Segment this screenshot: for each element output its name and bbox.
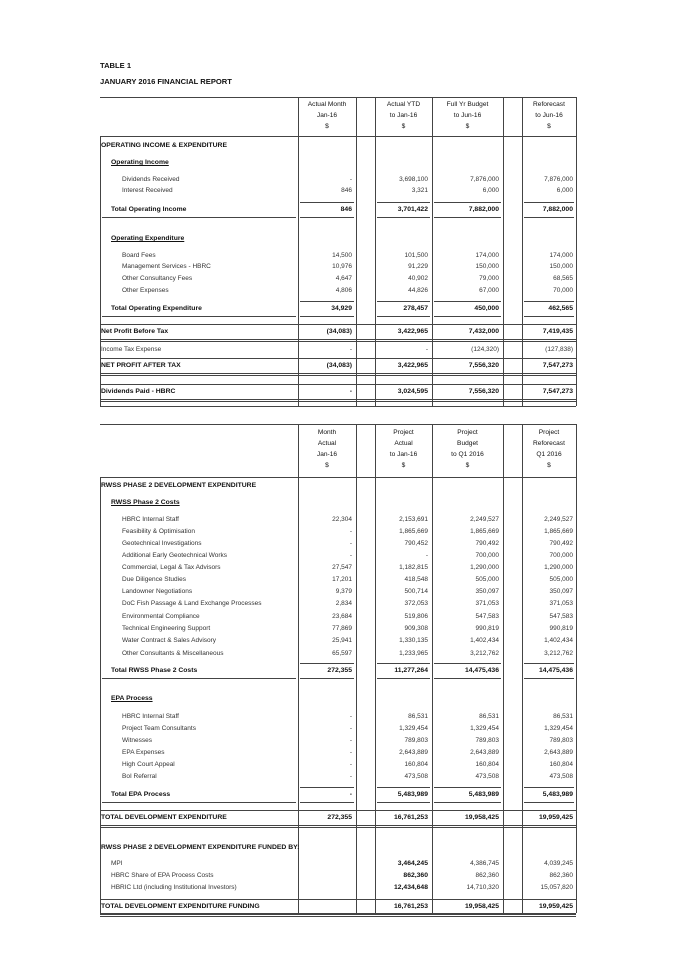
value-cell-col2: 150,000 <box>475 263 499 270</box>
value-cell-col0: 14,500 <box>332 252 352 259</box>
value-cell-col3: 371,053 <box>549 600 573 607</box>
column-rule <box>356 424 357 913</box>
line-item-label: DoC Fish Passage & Land Exchange Processes <box>122 600 262 607</box>
header-table2-col1-line0: Project <box>393 429 414 436</box>
subtotal-rule <box>102 678 296 679</box>
value-cell-col1: 40,902 <box>408 275 428 282</box>
header-table1-col0-line2: $ <box>325 123 329 130</box>
subtotal-rule <box>300 301 354 302</box>
table-label: TABLE 1 <box>100 61 132 70</box>
value-cell-col3: 7,419,435 <box>542 328 573 335</box>
value-cell-col2: 6,000 <box>482 187 499 194</box>
column-rule <box>503 424 504 913</box>
value-cell-col2: 450,000 <box>474 305 499 312</box>
header-table1-col2-line1: to Jun-16 <box>453 112 482 119</box>
value-cell-col3: 1,329,454 <box>544 725 573 732</box>
value-cell-col2: 7,556,320 <box>468 362 499 369</box>
value-cell-col1: 2,153,691 <box>399 516 428 523</box>
value-cell-col3: 505,000 <box>549 576 573 583</box>
value-cell-col3: 68,565 <box>553 275 573 282</box>
header-table2-col2-line2: to Q1 2016 <box>451 451 484 458</box>
value-cell-col3: 790,492 <box>549 540 573 547</box>
value-cell-col0: (34,083) <box>326 362 352 369</box>
subtotal-rule <box>377 301 430 302</box>
value-cell-col2: 350,097 <box>475 588 499 595</box>
value-cell-col2: 789,803 <box>475 737 499 744</box>
funding-item-label: MPI <box>111 860 123 867</box>
subtotal-rule <box>524 316 574 317</box>
value-cell-col2: 473,508 <box>475 773 499 780</box>
value-cell-col0: - <box>349 528 352 535</box>
total-rule <box>100 373 576 374</box>
value-cell-col1: 3,422,965 <box>397 362 428 369</box>
subtotal-rule <box>524 202 574 203</box>
column-rule <box>576 424 577 913</box>
subtotal-rule <box>300 678 354 679</box>
column-rule <box>298 424 299 913</box>
header-table2-col1-line1: Actual <box>394 440 413 447</box>
value-cell-col1: 12,434,648 <box>393 884 428 891</box>
value-cell-col0: 10,976 <box>332 263 352 270</box>
header-table2-col2-line1: Budget <box>457 440 478 447</box>
value-cell-col1: 3,422,965 <box>397 328 428 335</box>
value-cell-col2: 7,876,000 <box>470 176 499 183</box>
header-table2-col1-line3: $ <box>401 462 406 469</box>
double-rule <box>100 916 576 917</box>
value-cell-col3: 700,000 <box>549 552 573 559</box>
line-item-label: Interest Received <box>122 187 173 194</box>
value-cell-col0: 2,834 <box>335 600 352 607</box>
value-cell-col2: 371,053 <box>475 600 499 607</box>
value-cell-col0: - <box>349 725 352 732</box>
value-cell-col3: 473,508 <box>549 773 573 780</box>
value-cell-col1: 278,457 <box>403 305 428 312</box>
line-item-label: Commercial, Legal & Tax Advisors <box>122 564 221 571</box>
subtotal-rule <box>434 678 501 679</box>
subtotal-rule <box>377 678 430 679</box>
header-table2-col3-line2: Q1 2016 <box>536 451 562 458</box>
main-total-label: Dividends Paid - HBRC <box>101 388 176 395</box>
value-cell-col0: 4,647 <box>335 275 352 282</box>
header-table2-col3-line0: Project <box>538 429 560 436</box>
total-rule <box>100 899 576 900</box>
subtotal-rule <box>434 787 501 788</box>
funding-item-label: HBRC Share of EPA Process Costs <box>111 872 214 879</box>
value-cell-col3: 7,876,000 <box>544 176 573 183</box>
total-rule <box>100 399 576 400</box>
column-rule <box>375 97 376 406</box>
line-item-label: Feasibility & Optimisation <box>122 528 195 535</box>
header-bottom-rule <box>100 477 576 478</box>
value-cell-col1: 1,329,454 <box>399 725 428 732</box>
value-cell-col1: 519,806 <box>404 613 428 620</box>
value-cell-col2: 1,402,434 <box>470 637 499 644</box>
value-cell-col1: 86,531 <box>408 713 428 720</box>
value-cell-col3: 6,000 <box>556 187 573 194</box>
subtotal-rule <box>434 802 501 803</box>
subtotal-rule <box>102 316 296 317</box>
line-item-label: Other Expenses <box>122 287 169 294</box>
total-rule <box>100 810 576 811</box>
column-rule <box>503 97 504 406</box>
subtotal-rule <box>434 301 501 302</box>
subtotal-rule <box>434 663 501 664</box>
column-rule <box>576 97 577 406</box>
header-table1-col2-line2: $ <box>465 123 470 130</box>
value-cell-col0: 27,547 <box>332 564 352 571</box>
value-cell-col0: - <box>349 773 352 780</box>
line-item-label: BoI Referral <box>122 773 157 780</box>
value-cell-col2: 86,531 <box>479 713 499 720</box>
value-cell-col1: 500,714 <box>404 588 428 595</box>
value-cell-col1: - <box>425 552 428 559</box>
column-rule <box>375 424 376 913</box>
header-table1-col0-line0: Actual Month <box>307 101 347 108</box>
value-cell-col1: 5,483,989 <box>397 791 428 798</box>
total-label: Total Operating Income <box>111 206 187 213</box>
subtotal-rule <box>300 316 354 317</box>
value-cell-col2: 174,000 <box>475 252 499 259</box>
total-rule <box>100 825 576 826</box>
column-rule <box>432 424 433 913</box>
value-cell-col3: 1,290,000 <box>544 564 573 571</box>
value-cell-col2: 2,249,527 <box>470 516 499 523</box>
table-bottom-rule <box>100 406 576 407</box>
value-cell-col3: 789,803 <box>549 737 573 744</box>
column-rule <box>298 97 299 406</box>
total-label: Total EPA Process <box>111 791 171 798</box>
double-rule <box>100 827 576 828</box>
value-cell-col0: - <box>349 761 352 768</box>
subtotal-rule <box>377 316 430 317</box>
line-item-label: Water Contract & Sales Advisory <box>122 637 217 644</box>
value-cell-col1: 862,360 <box>403 872 428 879</box>
value-cell-col2: 547,583 <box>475 613 499 620</box>
header-table1-col0-line1: Jan-16 <box>316 112 338 119</box>
value-cell-col1: 418,548 <box>404 576 428 583</box>
value-cell-col0: 25,941 <box>332 637 352 644</box>
value-cell-col1: 160,804 <box>404 761 428 768</box>
value-cell-col2: 7,556,320 <box>468 388 499 395</box>
value-cell-col1: - <box>425 346 428 353</box>
value-cell-col2: 19,958,425 <box>464 814 499 821</box>
subsection-title: RWSS Phase 2 Costs <box>111 499 180 506</box>
value-cell-col3: 350,097 <box>549 588 573 595</box>
header-bottom-rule <box>100 136 576 137</box>
total-label: Total Operating Expenditure <box>111 305 202 312</box>
subsection-title: Operating Expenditure <box>111 235 185 242</box>
subtotal-rule <box>434 217 501 218</box>
header-table2-col2-line0: Project <box>457 429 478 436</box>
header-table1-col1-line2: $ <box>401 123 406 130</box>
value-cell-col3: 2,643,889 <box>544 749 573 756</box>
value-cell-col1: 1,233,965 <box>399 650 428 657</box>
header-table2-col3-line1: Reforecast <box>533 440 565 447</box>
value-cell-col2: 1,865,669 <box>470 528 499 535</box>
value-cell-col1: 91,229 <box>408 263 428 270</box>
line-item-label: EPA Expenses <box>122 749 165 756</box>
value-cell-col3: 14,475,436 <box>538 667 573 674</box>
main-total-label: TOTAL DEVELOPMENT EXPENDITURE FUNDING <box>101 903 260 910</box>
value-cell-col2: 1,329,454 <box>470 725 499 732</box>
line-item-label: Other Consultants & Miscellaneous <box>122 650 224 657</box>
value-cell-col3: 86,531 <box>553 713 573 720</box>
value-cell-col3: (127,838) <box>545 346 573 353</box>
value-cell-col1: 101,500 <box>404 252 428 259</box>
main-total-label: NET PROFIT AFTER TAX <box>101 362 181 369</box>
header-table1-col1-line0: Actual YTD <box>386 101 421 108</box>
section-title-table2: RWSS PHASE 2 DEVELOPMENT EXPENDITURE <box>101 482 257 489</box>
value-cell-col1: 909,308 <box>404 625 428 632</box>
value-cell-col1: 789,803 <box>404 737 428 744</box>
value-cell-col3: 160,804 <box>549 761 573 768</box>
subtotal-rule <box>377 802 430 803</box>
line-item-label: Technical Engineering Support <box>122 625 211 632</box>
value-cell-col1: 11,277,264 <box>394 667 428 674</box>
value-cell-col1: 16,761,253 <box>393 814 428 821</box>
value-cell-col1: 3,321 <box>411 187 428 194</box>
main-total-label: TOTAL DEVELOPMENT EXPENDITURE <box>101 814 227 821</box>
value-cell-col1: 1,330,135 <box>399 637 428 644</box>
value-cell-col2: 3,212,762 <box>470 650 499 657</box>
subtotal-rule <box>102 217 296 218</box>
value-cell-col1: 16,761,253 <box>393 903 428 910</box>
value-cell-col0: - <box>349 791 352 798</box>
value-cell-col2: 14,475,436 <box>464 667 499 674</box>
line-item-label: Board Fees <box>122 252 156 259</box>
value-cell-col3: 2,249,527 <box>544 516 573 523</box>
subtotal-rule <box>434 316 501 317</box>
double-rule <box>100 401 576 402</box>
value-cell-col2: 790,492 <box>475 540 499 547</box>
subsection-title: Operating Income <box>111 159 169 166</box>
header-table2-col0-line3: $ <box>325 462 329 469</box>
header-table2-col0-line1: Actual <box>317 440 337 447</box>
value-cell-col3: 19,959,425 <box>538 814 573 821</box>
total-rule <box>100 914 576 915</box>
total-rule <box>100 324 576 325</box>
line-item-label: Environmental Compliance <box>122 613 200 620</box>
header-table2-col0-line0: Month <box>317 429 337 436</box>
value-cell-col3: 150,000 <box>549 263 573 270</box>
subtotal-rule <box>434 202 501 203</box>
value-cell-col0: 34,929 <box>331 305 352 312</box>
line-item-label: Geotechnical Investigations <box>122 540 202 547</box>
line-item-label: High Court Appeal <box>122 761 175 768</box>
total-rule <box>100 358 576 359</box>
line-item-label: Due Diligence Studies <box>122 576 186 583</box>
value-cell-col2: 160,804 <box>475 761 499 768</box>
value-cell-col2: 4,386,745 <box>470 860 499 867</box>
header-table1-col3-line0: Reforecast <box>533 101 565 108</box>
subtotal-rule <box>524 787 574 788</box>
section-title-table1: OPERATING INCOME & EXPENDITURE <box>101 142 228 149</box>
subtotal-rule <box>300 802 354 803</box>
subtotal-rule <box>524 217 574 218</box>
double-rule <box>100 341 576 342</box>
value-cell-col3: 174,000 <box>549 252 573 259</box>
subtotal-rule <box>377 663 430 664</box>
subtotal-rule <box>524 663 574 664</box>
subtotal-rule <box>300 663 354 664</box>
double-rule <box>100 375 576 376</box>
value-cell-col3: 7,547,273 <box>542 388 573 395</box>
value-cell-col0: - <box>349 552 352 559</box>
value-cell-col0: 846 <box>340 206 352 213</box>
row-label: Income Tax Expense <box>101 346 162 353</box>
value-cell-col1: 3,701,422 <box>397 206 428 213</box>
report-title: JANUARY 2016 FINANCIAL REPORT <box>100 77 232 86</box>
subtotal-rule <box>524 802 574 803</box>
value-cell-col0: 22,304 <box>332 516 352 523</box>
value-cell-col0: 846 <box>341 187 352 194</box>
column-rule <box>432 97 433 406</box>
line-item-label: Management Services - HBRC <box>122 263 211 270</box>
value-cell-col3: 15,057,820 <box>540 884 573 891</box>
subtotal-rule <box>524 678 574 679</box>
value-cell-col0: 77,869 <box>332 625 352 632</box>
value-cell-col3: 547,583 <box>549 613 573 620</box>
header-table2-col0-line2: Jan-16 <box>316 451 338 458</box>
column-rule <box>356 97 357 406</box>
value-cell-col2: 19,958,425 <box>464 903 499 910</box>
table-top-rule <box>100 424 576 425</box>
value-cell-col3: 7,882,000 <box>542 206 573 213</box>
subsection-title: EPA Process <box>111 695 153 702</box>
value-cell-col0: 9,379 <box>335 588 352 595</box>
value-cell-col1: 1,182,815 <box>399 564 428 571</box>
subtotal-rule <box>102 802 296 803</box>
value-cell-col0: 4,806 <box>335 287 352 294</box>
value-cell-col2: 14,710,320 <box>466 884 499 891</box>
subtotal-rule <box>377 202 430 203</box>
value-cell-col1: 790,452 <box>404 540 428 547</box>
line-item-label: HBRC Internal Staff <box>122 713 179 720</box>
value-cell-col0: 17,201 <box>332 576 352 583</box>
value-cell-col0: - <box>349 737 352 744</box>
header-table2-col2-line3: $ <box>465 462 470 469</box>
subtotal-rule <box>377 217 430 218</box>
header-table1-col2-line0: Full Yr Budget <box>446 101 489 108</box>
total-rule <box>100 384 576 385</box>
line-item-label: Landowner Negotiations <box>122 588 193 595</box>
value-cell-col2: 862,360 <box>475 872 499 879</box>
value-cell-col2: 7,432,000 <box>468 328 499 335</box>
subtotal-rule <box>300 217 354 218</box>
value-cell-col3: 1,865,669 <box>544 528 573 535</box>
value-cell-col2: 1,290,000 <box>470 564 499 571</box>
header-table1-col1-line1: to Jan-16 <box>389 112 418 119</box>
total-label: Total RWSS Phase 2 Costs <box>111 667 198 674</box>
subtotal-rule <box>524 301 574 302</box>
value-cell-col2: (124,320) <box>471 346 499 353</box>
value-cell-col2: 5,483,989 <box>468 791 499 798</box>
line-item-label: HBRC Internal Staff <box>122 516 179 523</box>
line-item-label: Additional Early Geotechnical Works <box>122 552 228 559</box>
line-item-label: Dividends Received <box>122 176 180 183</box>
value-cell-col1: 2,643,889 <box>399 749 428 756</box>
value-cell-col3: 3,212,762 <box>544 650 573 657</box>
value-cell-col2: 67,000 <box>479 287 499 294</box>
line-item-label: Witnesses <box>122 737 152 744</box>
value-cell-col0: 272,355 <box>327 814 352 821</box>
value-cell-col3: 4,039,245 <box>544 860 573 867</box>
value-cell-col3: 19,959,425 <box>538 903 573 910</box>
main-total-label: Net Profit Before Tax <box>101 328 169 335</box>
value-cell-col3: 462,565 <box>548 305 573 312</box>
value-cell-col0: - <box>349 749 352 756</box>
subtotal-rule <box>377 787 430 788</box>
value-cell-col0: (34,083) <box>326 328 352 335</box>
table-top-rule <box>100 97 576 98</box>
value-cell-col1: 3,464,245 <box>397 860 428 867</box>
value-cell-col3: 5,483,989 <box>542 791 573 798</box>
header-table2-col3-line3: $ <box>547 462 551 469</box>
subtotal-rule <box>300 202 354 203</box>
line-item-label: Other Consultancy Fees <box>122 275 193 282</box>
value-cell-col2: 2,643,889 <box>470 749 499 756</box>
value-cell-col0: - <box>349 388 352 395</box>
value-cell-col2: 7,882,000 <box>468 206 499 213</box>
value-cell-col2: 79,000 <box>479 275 499 282</box>
column-rule <box>522 97 523 406</box>
value-cell-col1: 44,826 <box>408 287 428 294</box>
value-cell-col0: - <box>349 713 352 720</box>
subtotal-rule <box>300 787 354 788</box>
value-cell-col2: 700,000 <box>475 552 499 559</box>
value-cell-col1: 372,053 <box>404 600 428 607</box>
value-cell-col1: 473,508 <box>404 773 428 780</box>
value-cell-col0: 23,684 <box>332 613 352 620</box>
header-table2-col1-line2: to Jan-16 <box>389 451 418 458</box>
value-cell-col3: 70,000 <box>553 287 573 294</box>
value-cell-col3: 7,547,273 <box>542 362 573 369</box>
value-cell-col2: 505,000 <box>475 576 499 583</box>
value-cell-col0: - <box>349 176 352 183</box>
value-cell-col2: 990,819 <box>475 625 499 632</box>
value-cell-col3: 1,402,434 <box>544 637 573 644</box>
value-cell-col3: 990,819 <box>549 625 573 632</box>
section-title: RWSS PHASE 2 DEVELOPMENT EXPENDITURE FUNDED BY: <box>101 844 300 851</box>
value-cell-col0: - <box>349 540 352 547</box>
column-rule <box>522 424 523 913</box>
header-table1-col3-line1: to Jun-16 <box>535 112 563 119</box>
value-cell-col3: 862,360 <box>549 872 573 879</box>
line-item-label: Project Team Consultants <box>122 725 196 732</box>
total-rule <box>100 339 576 340</box>
value-cell-col1: 3,698,100 <box>399 176 428 183</box>
value-cell-col0: 65,597 <box>332 650 352 657</box>
header-table1-col3-line2: $ <box>547 123 551 130</box>
value-cell-col1: 3,024,595 <box>397 388 428 395</box>
value-cell-col1: 1,865,669 <box>399 528 428 535</box>
funding-item-label: HBRIC Ltd (including Institutional Investors) <box>111 884 237 891</box>
value-cell-col0: 272,355 <box>327 667 352 674</box>
value-cell-col0: - <box>349 346 352 353</box>
